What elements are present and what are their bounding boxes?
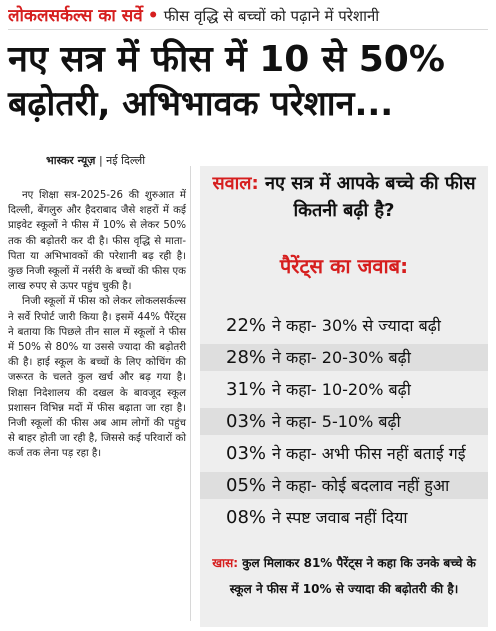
answer-percent: 22% — [226, 315, 267, 336]
answer-row — [200, 472, 488, 499]
answer-text: ने कहा- 30% से ज्यादा बढ़ी — [272, 316, 441, 335]
answer-percent: 03% — [226, 411, 267, 432]
answer-percent: 05% — [226, 475, 267, 496]
answer-row — [200, 376, 488, 403]
article-paragraph-2: निजी स्कूलों में फीस को लेकर लोकलसर्कल्स ने सर्वे रिपोर्ट जारी किया है। इसमें 44% पैरेंट्स ने बताया कि पिछले तीन साल में स्कूलों ने फीस में 50% से 80% या उससे ज्यादा की बढ़ोतरी की है। हाई स्कूल के बच्चों के लिए कोचिंग की जरूरत के चलते कुल खर्च और बढ़ गया है। शिक्षा निदेशालय की दखल के बावजूद स्कूल प्रशासन विभिन्न मदों में फीस बढ़ाता जा रहा है। निजी स्कूलों की फीस अब आम लोगों की पहुंच से बाहर होती जा रही है, जिससे कई परिवारों को कर्ज तक लेना पड़ रहा है। — [8, 296, 186, 460]
headline — [8, 38, 492, 126]
answers-list — [200, 312, 488, 536]
byline-city: नई दिल्ली — [106, 154, 146, 167]
article-paragraph-1: नए शिक्षा सत्र-2025-26 की शुरुआत में दिल्ली, बेंगलुरु और हैदराबाद जैसे शहरों में कई प्राइवेट स्कूलों ने फीस में 10% से लेकर 50% तक की बढ़ोतरी कर दी है। फीस वृद्धि से माता-पिता या अभिभावकों की परेशानी बढ़ रही है। कुछ निजी स्कूलों में नर्सरी के बच्चों की फीस एक लाख रुपए से ऊपर पहुंच चुकी है। — [8, 190, 186, 293]
question-text: नए सत्र में आपके बच्चे की फीस कितनी बढ़ी है? — [264, 173, 476, 221]
headline-line-2: बढ़ोतरी, अभिभावक परेशान... — [8, 84, 394, 124]
answer-text: ने स्पष्ट जवाब नहीं दिया — [272, 508, 408, 527]
answer-text: ने कहा- अभी फीस नहीं बताई गई — [272, 444, 466, 463]
byline-agency: भास्कर न्यूज़ — [46, 154, 96, 167]
answer-text: ने कहा- 10-20% बढ़ी — [272, 380, 411, 399]
answer-row — [200, 504, 488, 531]
answers-heading: पैरेंट्स का जवाब: — [279, 254, 409, 278]
answer-row — [200, 408, 488, 435]
question-label: सवाल: — [212, 173, 259, 194]
byline-separator: | — [98, 154, 103, 167]
footnote-text: कुल मिलाकर 81% पैरेंट्स ने कहा कि उनके बच्चे के स्कूल ने फीस में 10% से ज्यादा की बढ़ोतरी की है। — [229, 556, 476, 596]
column-divider — [190, 166, 191, 621]
survey-panel — [200, 166, 488, 627]
byline — [46, 153, 145, 168]
answer-percent: 08% — [226, 507, 267, 528]
kicker-bullet: • — [147, 6, 159, 26]
kicker-strip — [8, 4, 488, 30]
answer-row — [200, 440, 488, 467]
headline-line-1: नए सत्र में फीस में 10 से 50% — [8, 39, 445, 80]
answer-text: ने कहा- 20-30% बढ़ी — [272, 348, 411, 367]
answer-row — [200, 344, 488, 371]
answer-percent: 31% — [226, 379, 267, 400]
survey-series-label: लोकलसर्कल्स का सर्वे — [8, 6, 143, 26]
footnote-label: खास: — [212, 556, 239, 570]
article-body — [8, 188, 186, 462]
answer-percent: 28% — [226, 347, 267, 368]
answer-percent: 03% — [226, 443, 267, 464]
answer-row — [200, 312, 488, 339]
kicker-topic: फीस वृद्धि से बच्चों को पढ़ाने में परेशानी — [163, 7, 380, 25]
survey-question — [200, 170, 488, 224]
answer-text: ने कहा- 5-10% बढ़ी — [272, 412, 401, 431]
answer-text: ने कहा- कोई बदलाव नहीं हुआ — [272, 476, 450, 495]
survey-footnote — [200, 550, 488, 602]
